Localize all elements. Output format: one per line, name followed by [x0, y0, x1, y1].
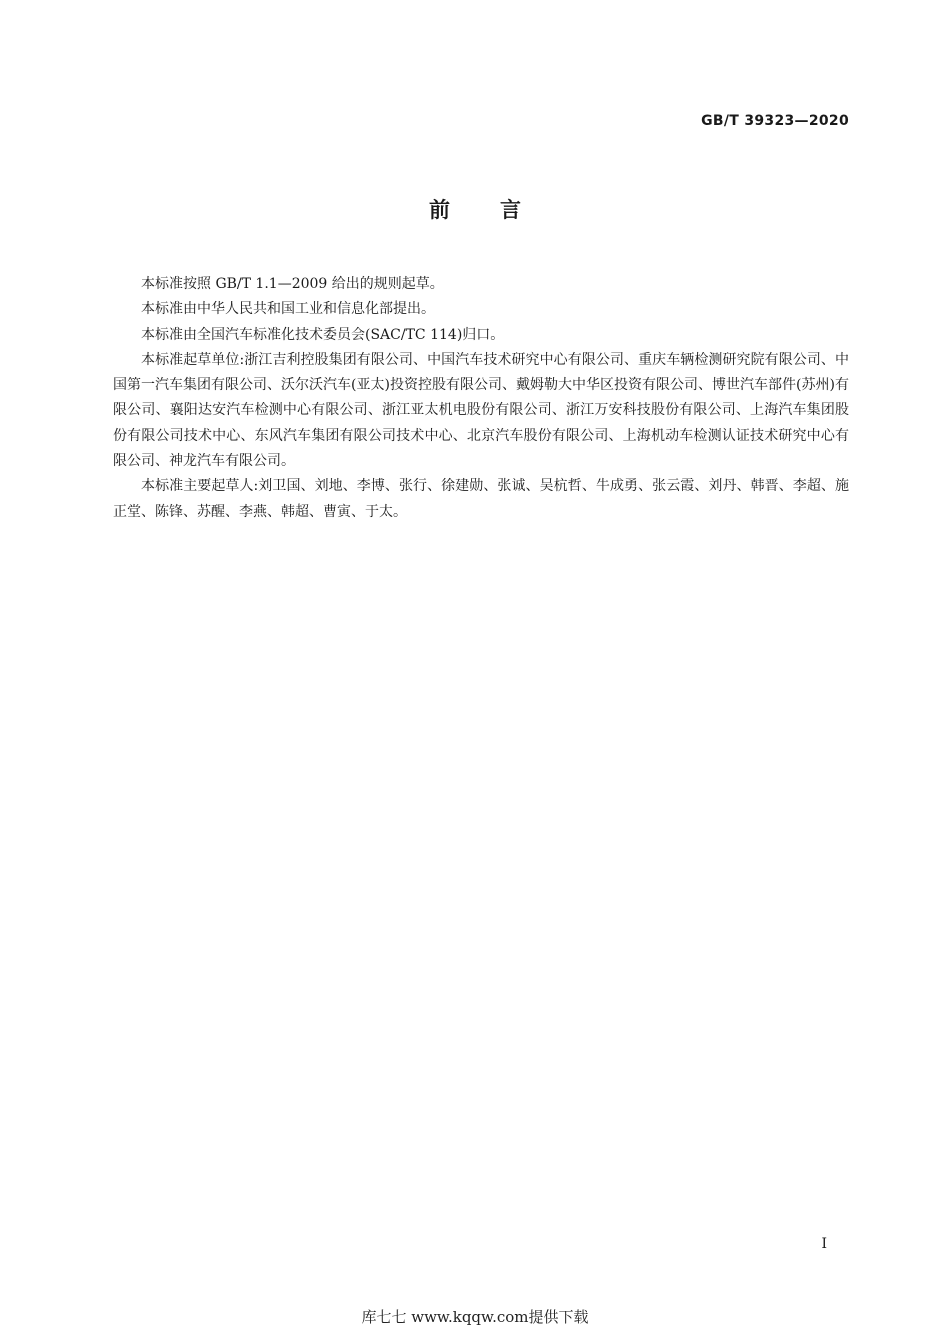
- paragraph-technical-committee: 本标准由全国汽车标准化技术委员会(SAC/TC 114)归口。: [141, 326, 505, 343]
- paragraph-proposer: 本标准由中华人民共和国工业和信息化部提出。: [141, 301, 435, 318]
- standard-code: GB/T 39323—2020: [701, 113, 849, 129]
- paragraph-drafters: 本标准主要起草人:刘卫国、刘地、李博、张行、徐建勋、张诚、吴杭哲、牛成勇、张云霞、刘丹、韩晋、李超、施正堂、陈锋、苏醒、李燕、韩超、曹寅、于太。: [113, 478, 849, 520]
- paragraph-drafting-units: 本标准起草单位:浙江吉利控股集团有限公司、中国汽车技术研究中心有限公司、重庆车辆检测研究院有限公司、中国第一汽车集团有限公司、沃尔沃汽车(亚太)投资控股有限公司、戴姆勒大中华区投资有限公司、博世汽车部件(苏州)有限公司、襄阳达安汽车检测中心有限公司、浙江亚太机电股份有限公司、浙江万安科技股份有限公司、上海汽车集团股份有限公司技术中心、东风汽车集团有限公司技术中心、北京汽车股份有限公司、上海机动车检测认证技术研究中心有限公司、神龙汽车有限公司。: [113, 351, 849, 470]
- paragraph-drafting-rules: 本标准按照 GB/T 1.1—2009 给出的规则起草。: [141, 276, 444, 292]
- foreword-body: [113, 272, 849, 525]
- page-number: I: [821, 1236, 827, 1252]
- page-title: 前言: [429, 198, 571, 222]
- download-footer: 库七七 www.kqqw.com提供下载: [361, 1308, 589, 1326]
